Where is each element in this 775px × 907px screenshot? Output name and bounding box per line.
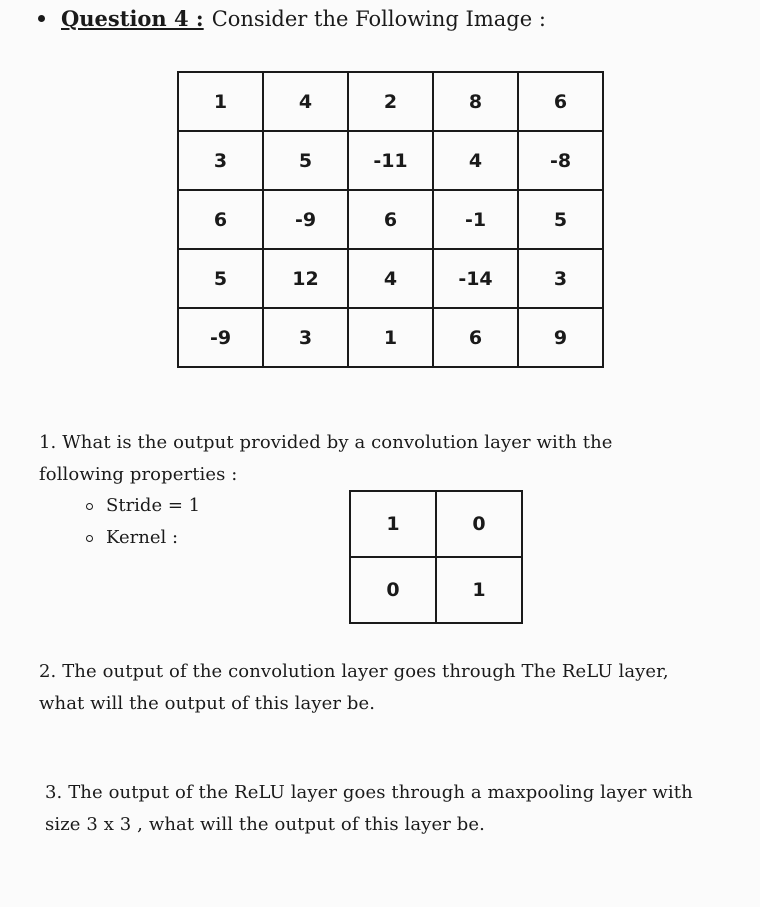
question-2-text [39,656,669,720]
matrix-row [178,72,603,131]
matrix-cell: -9 [263,190,348,249]
matrix-cell: 2 [348,72,433,131]
circle-bullet-icon [86,535,93,542]
matrix-cell: 6 [178,190,263,249]
matrix-cell: 8 [433,72,518,131]
question-2-line-2: what will the output of this layer be. [39,693,376,714]
matrix-cell: 5 [263,131,348,190]
matrix-cell: 3 [263,308,348,367]
kernel-label: Kernel : [106,527,179,548]
stride-text: Stride = 1 [106,495,201,516]
matrix-cell: 12 [263,249,348,308]
kernel-item [86,522,178,554]
matrix-cell: -14 [433,249,518,308]
matrix-cell: -9 [178,308,263,367]
matrix-cell: -1 [433,190,518,249]
kernel-matrix [349,490,523,624]
kernel-cell: 0 [350,557,436,623]
matrix-cell: -8 [518,131,603,190]
matrix-cell: 4 [348,249,433,308]
question-label: Question 4 : [61,6,204,31]
circle-bullet-icon [86,503,93,510]
bullet-icon [38,15,45,22]
matrix-cell: 4 [263,72,348,131]
matrix-cell: -11 [348,131,433,190]
kernel-cell: 1 [436,557,522,623]
matrix-row [178,190,603,249]
matrix-row [178,131,603,190]
matrix-cell: 6 [518,72,603,131]
matrix-cell: 5 [518,190,603,249]
question-1-line-2: following properties : [39,464,238,485]
question-2-line-1: 2. The output of the convolution layer goes through The ReLU layer, [39,661,669,682]
question-3-line-1: 3. The output of the ReLU layer goes through a maxpooling layer with [45,782,693,803]
matrix-cell: 9 [518,308,603,367]
stride-item [86,490,200,522]
kernel-row [350,557,522,623]
question-3-line-2: size 3 x 3 , what will the output of this layer be. [45,814,485,835]
question-heading [38,6,546,31]
matrix-cell: 6 [433,308,518,367]
matrix-cell: 4 [433,131,518,190]
kernel-row [350,491,522,557]
matrix-cell: 3 [178,131,263,190]
matrix-cell: 5 [178,249,263,308]
kernel-cell: 0 [436,491,522,557]
kernel-cell: 1 [350,491,436,557]
question-3-text [45,777,693,841]
question-1-text [39,427,613,491]
question-title: Consider the Following Image : [211,7,546,31]
matrix-cell: 3 [518,249,603,308]
matrix-cell: 6 [348,190,433,249]
matrix-row [178,308,603,367]
matrix-row [178,249,603,308]
image-matrix [177,71,604,368]
question-1-line-1: 1. What is the output provided by a convolution layer with the [39,432,613,453]
matrix-cell: 1 [348,308,433,367]
matrix-cell: 1 [178,72,263,131]
